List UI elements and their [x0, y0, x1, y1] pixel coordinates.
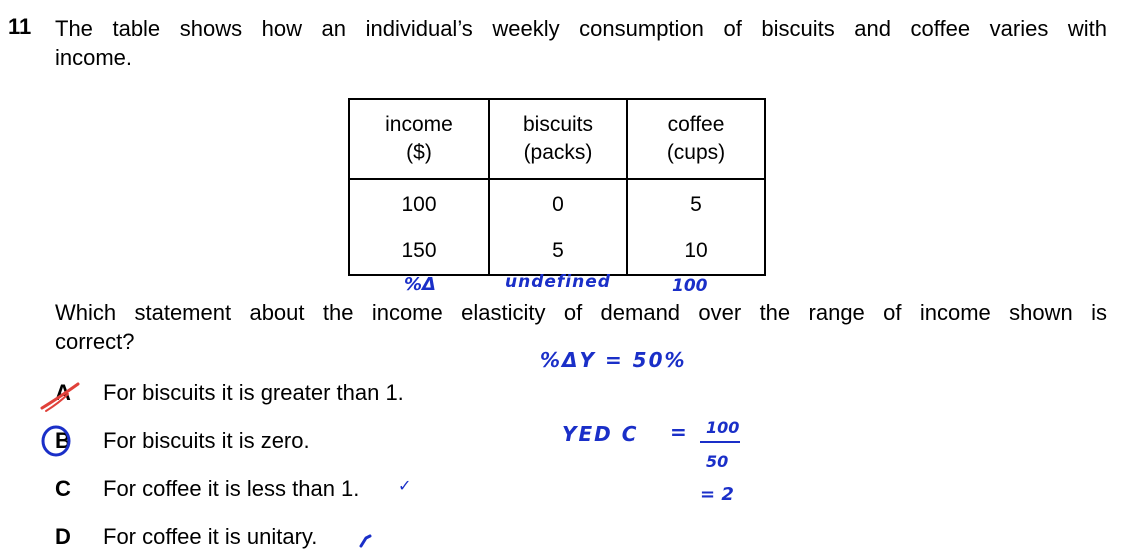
income-column-cell — [349, 179, 489, 275]
handwriting-100: 100 — [672, 276, 708, 296]
table-cell: 5 — [552, 239, 564, 262]
handwriting-pct-y: %ΔY = 50% — [540, 348, 687, 372]
table-header-row — [349, 99, 765, 179]
handwriting-equals: = — [670, 420, 687, 444]
option-text: For biscuits it is greater than 1. — [103, 380, 404, 405]
header-coffee: coffee (cups) — [627, 99, 765, 179]
consumption-table — [348, 98, 766, 276]
handwriting-undefined: undefined — [505, 272, 611, 292]
handwriting-fraction-denominator: 50 — [706, 452, 729, 471]
circle-mark-icon — [40, 422, 74, 458]
table-body-row — [349, 179, 765, 275]
strike-mark-icon — [38, 380, 82, 414]
pen-mark-icon — [358, 532, 374, 550]
prompt-line2: correct? — [55, 329, 135, 354]
handwriting-pct-change: %Δ — [404, 274, 436, 295]
handwriting-fraction-numerator: 100 — [706, 418, 740, 437]
question-text — [55, 14, 1107, 72]
table-cell: 100 — [401, 193, 437, 216]
option-letter: B — [55, 428, 71, 453]
option-text: For biscuits it is zero. — [103, 428, 310, 453]
prompt-line1: Which statement about the income elasticity of demand over the range of income shown is — [55, 300, 1107, 325]
option-letter: A — [55, 380, 71, 405]
table-cell: 150 — [401, 239, 437, 262]
table-cell: 10 — [684, 239, 708, 262]
option-letter: D — [55, 524, 71, 549]
tick-mark-icon: ✓ — [398, 476, 412, 495]
option-text: For coffee it is less than 1. — [103, 476, 360, 501]
header-biscuits: biscuits (packs) — [489, 99, 627, 179]
question-number: 11 — [8, 14, 32, 39]
table-cell: 0 — [552, 193, 564, 216]
handwriting-result: = 2 — [700, 484, 734, 505]
option-letter: C — [55, 476, 71, 501]
option-text: For coffee it is unitary. — [103, 524, 318, 549]
biscuits-column-cell — [489, 179, 627, 275]
handwriting-fraction-bar — [700, 441, 740, 443]
coffee-column-cell — [627, 179, 765, 275]
table-cell: 5 — [690, 193, 702, 216]
question-text-line2: income. — [55, 45, 133, 70]
header-income: income ($) — [349, 99, 489, 179]
question-text-line1: The table shows how an individual’s weekly consumption of biscuits and coffee varies with — [55, 16, 1107, 41]
handwriting-yed-c: YED C — [562, 422, 639, 446]
